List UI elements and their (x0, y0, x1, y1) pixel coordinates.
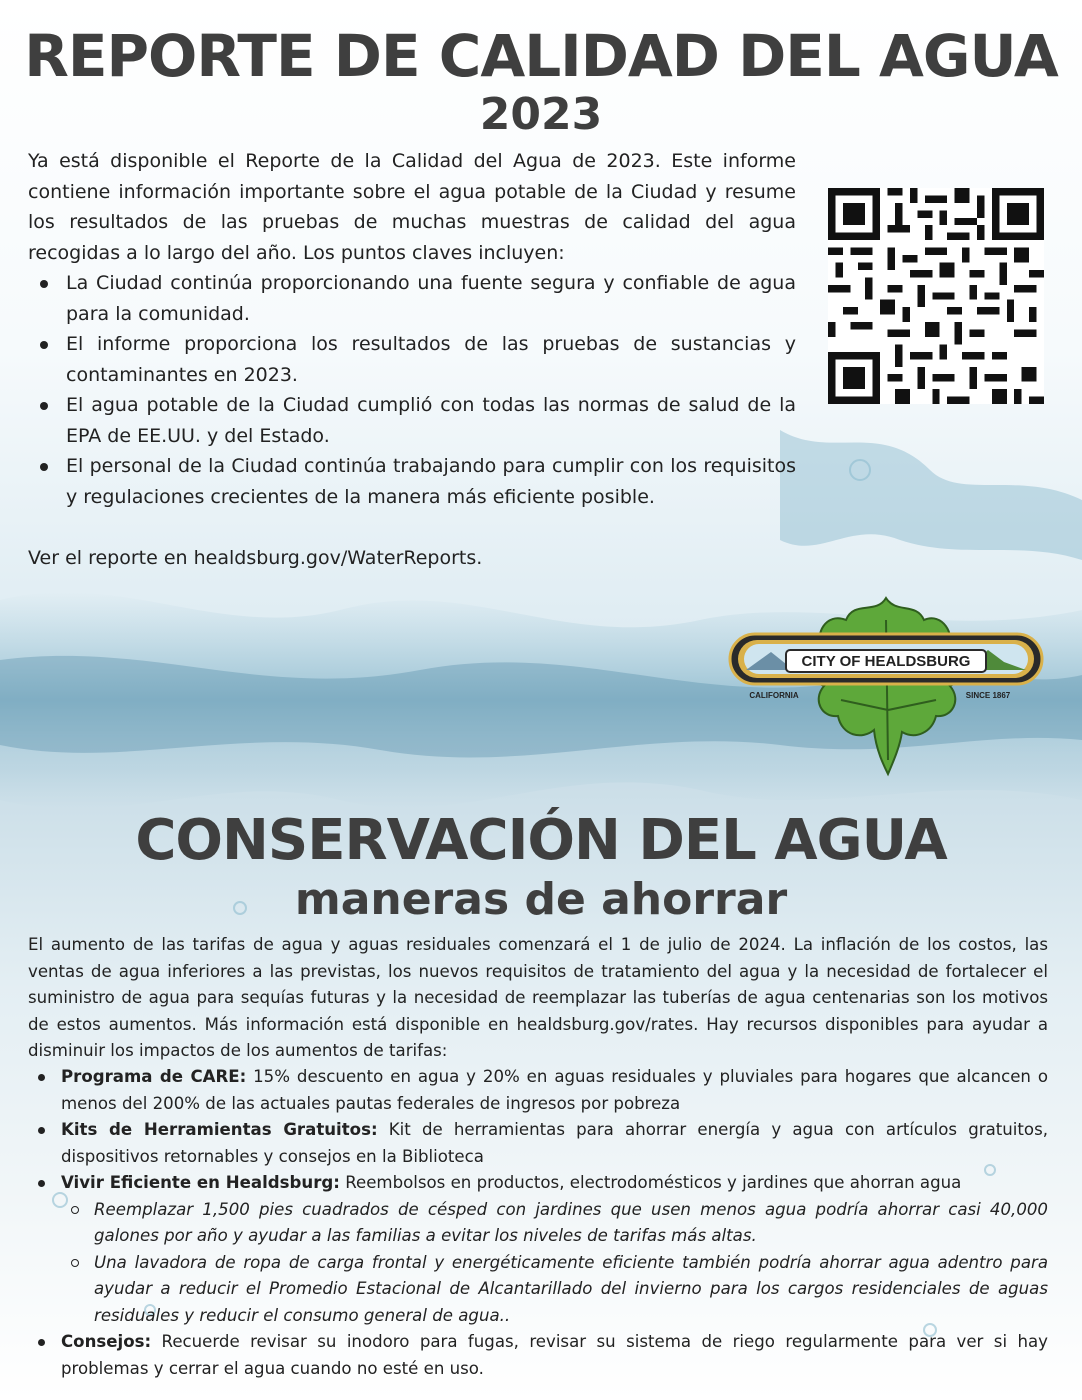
qr-code-icon[interactable] (828, 188, 1044, 404)
resource-text: Recuerde revisar su inodoro para fugas, revisar su sistema de riego regularmente para ver si hay problemas y cerrar el agua cuando no esté en uso. (61, 1332, 1048, 1378)
list-item: El agua potable de la Ciudad cumplió con todas las normas de salud de la EPA de EE.UU. y del Estado. (28, 390, 796, 451)
sub-list-item: Reemplazar 1,500 pies cuadrados de césped con jardines que usen menos agua podría ahorrar casi 40,000 galones por año y ayudar a las familias a evitar los niveles de tarifas más altas. (61, 1197, 1048, 1250)
conservation-title: CONSERVACIÓN DEL AGUA (135, 808, 947, 873)
list-item (28, 1064, 1048, 1117)
conservation-subtitle: maneras de ahorrar (294, 874, 788, 925)
resource-label: Programa de CARE: (61, 1067, 247, 1086)
logo-since: SINCE 1867 (965, 691, 1011, 700)
list-item: El personal de la Ciudad continúa trabajando para cumplir con los requisitos y regulaciones crecientes de la manera más eficiente posible. (28, 451, 796, 512)
list-item: El informe proporciona los resultados de las pruebas de sustancias y contaminantes en 2023. (28, 329, 796, 390)
resource-text: Reembolsos en productos, electrodomésticos y jardines que ahorran agua (339, 1173, 962, 1192)
resource-label: Vivir Eficiente en Healdsburg: (61, 1173, 340, 1192)
list-item (28, 1329, 1048, 1382)
city-of-healdsburg-logo (726, 590, 1046, 780)
rates-intro: El aumento de las tarifas de agua y aguas residuales comenzará el 1 de julio de 2024. La inflación de los costos, las ventas de agua inferiores a las previstas, los nuevos requisitos de tratamiento del agua y la necesidad de fortalecer el suministro de agua para sequías futuras y la necesidad de reemplazar las tuberías de agua centenarias son los motivos de estos aumentos. Más información está disponible en healdsburg.gov/rates. Hay recursos disponibles para ayudar a disminuir los impactos de los aumentos de tarifas: (28, 935, 1048, 1060)
logo-city-name: CITY OF HEALDSBURG (801, 653, 971, 670)
report-key-points (28, 268, 796, 512)
report-title: REPORTE DE CALIDAD DEL AGUA (24, 22, 1058, 90)
conservation-resources (28, 1064, 1048, 1382)
sub-list-item: Una lavadora de ropa de carga frontal y energéticamente eficiente también podría ahorrar agua adentro para ayudar a reducir el Promedio Estacional de Alcantarillado del invierno para los cargos residenciales de aguas residuales y reducir el consumo general de agua.. (61, 1250, 1048, 1330)
list-item (28, 1170, 1048, 1329)
report-year: 2023 (479, 89, 603, 140)
list-item: La Ciudad continúa proporcionando una fuente segura y confiable de agua para la comunidad. (28, 268, 796, 329)
resource-text: Kit de herramientas para ahorrar energía y agua con artículos gratuitos, dispositivos retornables y consejos en la Biblioteca (61, 1120, 1048, 1166)
sub-list (61, 1197, 1048, 1330)
list-item (28, 1117, 1048, 1170)
report-intro: Ya está disponible el Reporte de la Calidad del Agua de 2023. Este informe contiene información importante sobre el agua potable de la Ciudad y resume los resultados de las pruebas de muchas muestras de calidad del agua recogidas a lo largo del año. Los puntos claves incluyen: (28, 150, 796, 264)
resource-label: Consejos: (61, 1332, 152, 1351)
resource-label: Kits de Herramientas Gratuitos: (61, 1120, 378, 1139)
report-link[interactable]: Ver el reporte en healdsburg.gov/WaterReports. (28, 547, 483, 569)
logo-state: CALIFORNIA (749, 691, 799, 700)
resource-text: 15% descuento en agua y 20% en aguas residuales y pluviales para hogares que alcancen o menos del 200% de las actuales pautas federales de ingresos por pobreza (61, 1067, 1048, 1113)
